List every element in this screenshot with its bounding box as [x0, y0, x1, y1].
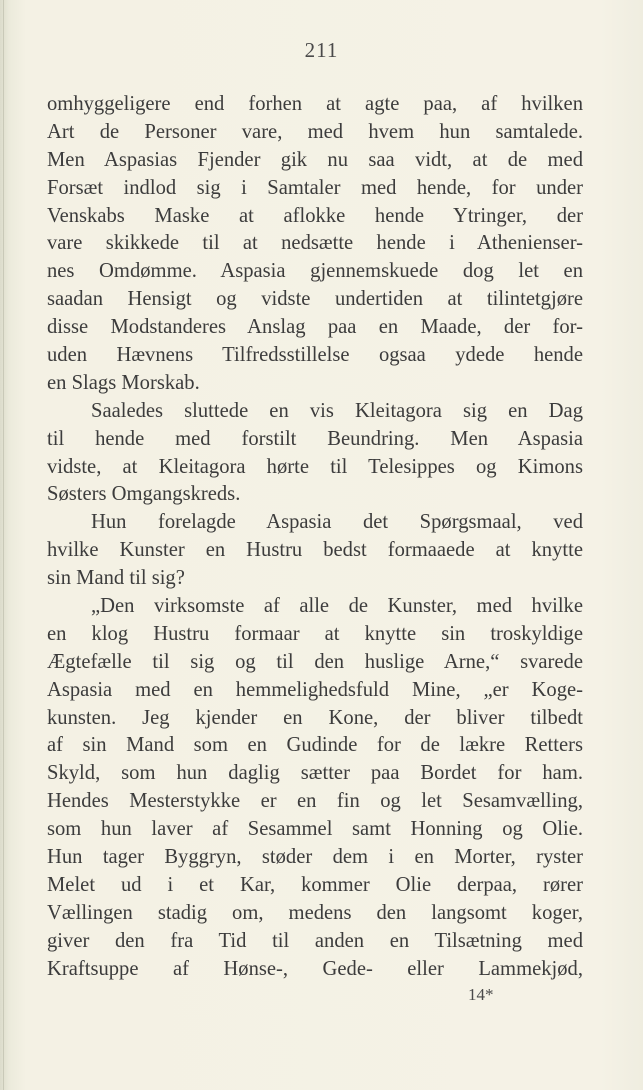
- text-line: Hun tager Byggryn, støder dem i en Morter, ryster: [47, 846, 583, 869]
- paragraph-first-line: Hun forelagde Aspasia det Spørgsmaal, ved: [91, 511, 583, 534]
- paragraph-first-line: Saaledes sluttede en vis Kleitagora sig en Dag: [91, 399, 583, 422]
- text-line: en klog Hustru formaar at knytte sin troskyldige: [47, 622, 583, 645]
- text-line: giver den fra Tid til anden en Tilsætning med: [47, 929, 583, 952]
- text-line: hvilke Kunster en Hustru bedst formaaede at knytte: [47, 539, 583, 562]
- page-edge-shadow: [3, 0, 4, 1090]
- text-line: Art de Personer vare, med hvem hun samtalede.: [47, 120, 583, 143]
- paragraph-first-line: „Den virksomste af alle de Kunster, med hvilke: [91, 595, 583, 618]
- text-line: Søsters Omgangskreds.: [47, 483, 241, 506]
- text-line: Vællingen stadig om, medens den langsomt koger,: [47, 901, 583, 924]
- text-line: som hun laver af Sesammel samt Honning og Olie.: [47, 818, 583, 841]
- text-line: Men Aspasias Fjender gik nu saa vidt, at de med: [47, 148, 583, 171]
- text-line: Kraftsuppe af Hønse-, Gede- eller Lammekjød,: [47, 957, 583, 980]
- text-line: omhyggeligere end forhen at agte paa, af hvilken: [47, 93, 583, 115]
- text-line: saadan Hensigt og vidste undertiden at tilintetgjøre: [47, 288, 583, 311]
- text-line: kunsten. Jeg kjender en Kone, der bliver tilbedt: [47, 706, 583, 729]
- text-line: Skyld, som hun daglig sætter paa Bordet for ham.: [47, 762, 583, 785]
- text-line: uden Hævnens Tilfredsstillelse ogsaa ydede hende: [47, 344, 583, 367]
- text-line: Forsæt indlod sig i Samtaler med hende, for under: [47, 176, 583, 199]
- text-line: vidste, at Kleitagora hørte til Telesippes og Kimons: [47, 455, 583, 478]
- text-line: Aspasia med en hemmelighedsfuld Mine, „er Koge-: [47, 678, 583, 701]
- page-number: 211: [304, 38, 339, 62]
- text-line: Ægtefælle til sig og til den huslige Arne,“ svarede: [47, 650, 583, 673]
- printer-signature-mark: 14*: [468, 985, 494, 1004]
- text-line: en Slags Morskab.: [47, 371, 200, 394]
- text-line: vare skikkede til at nedsætte hende i Athenienser-: [47, 232, 583, 255]
- text-line: til hende med forstilt Beundring. Men Aspasia: [47, 427, 583, 450]
- text-line: Melet ud i et Kar, kommer Olie derpaa, rører: [47, 873, 583, 896]
- text-line: Venskabs Maske at aflokke hende Ytringer, der: [47, 204, 583, 227]
- text-line: disse Modstanderes Anslag paa en Maade, der for-: [47, 316, 583, 339]
- text-line: nes Omdømme. Aspasia gjennemskuede dog let en: [47, 260, 583, 283]
- text-line: Hendes Mesterstykke er en fin og let Sesamvælling,: [47, 790, 583, 813]
- text-line: sin Mand til sig?: [47, 567, 185, 590]
- text-line: af sin Mand som en Gudinde for de lækre Retters: [47, 734, 583, 757]
- body-text: [47, 91, 583, 984]
